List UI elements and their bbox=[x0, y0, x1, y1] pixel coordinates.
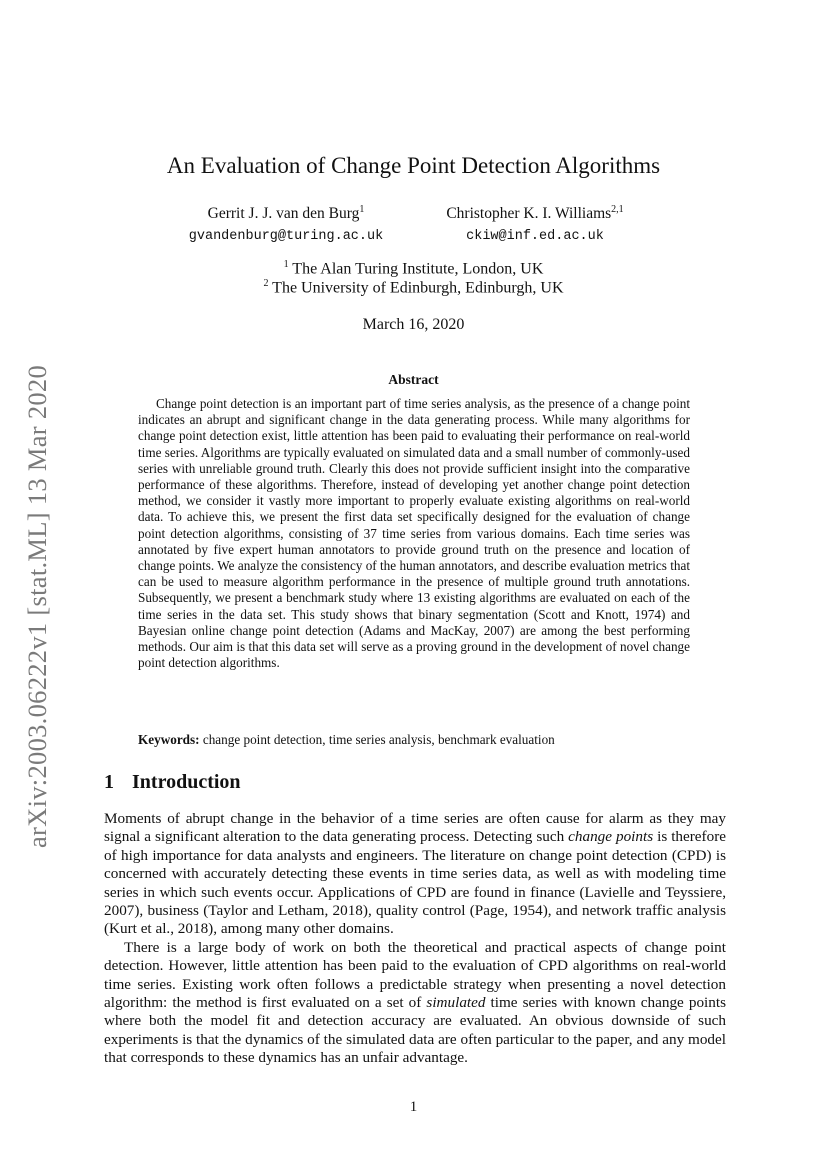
author-2 bbox=[420, 204, 650, 244]
paragraph-2 bbox=[104, 939, 726, 1068]
author-1 bbox=[175, 204, 397, 244]
author-2-email: ckiw@inf.ed.ac.uk bbox=[466, 229, 604, 245]
affiliation-2-sup: 2 bbox=[263, 278, 269, 289]
paragraph-2-emphasis: simulated bbox=[426, 994, 486, 1012]
affiliation-2-text: The University of Edinburgh, Edinburgh, UK bbox=[268, 279, 564, 297]
section-heading bbox=[104, 771, 241, 794]
body-text bbox=[104, 810, 726, 1068]
author-1-sup: 1 bbox=[359, 204, 365, 215]
arxiv-stamp-text: arXiv:2003.06222v1 [stat.ML] 13 Mar 2020 bbox=[22, 364, 53, 848]
keywords-text: change point detection, time series analysis, benchmark evaluation bbox=[199, 732, 555, 747]
author-1-email: gvandenburg@turing.ac.uk bbox=[188, 229, 384, 245]
abstract-heading: Abstract bbox=[388, 372, 439, 387]
abstract-text: Change point detection is an important part of time series analysis, as the presence of a change point indicates an abrupt and significant change in the data generating process. While many algorithms for change point detection exist, little attention has been paid to evaluating their performance on real-world time series. Algorithms are typically evaluated on simulated data and a small number of commonly-used series with unreliable ground truth. Clearly this does not provide sufficient insight into the comparative performance of these algorithms. Therefore, instead of developing yet another change point detection method, we consider it vastly more important to properly evaluate existing algorithms on real-world data. To achieve this, we present the first data set specifically designed for the evaluation of change point detection algorithms, consisting of 37 time series from various domains. Each time series was annotated by five expert human annotators to provide ground truth on the presence and location of change points. We analyze the consistency of the human annotators, and describe evaluation metrics that can be used to measure algorithm performance in the presence of multiple ground truth annotations. Subsequently, we present a benchmark study where 13 existing algorithms are evaluated on each of the time series in the data set. This study shows that binary segmentation (Scott and Knott, 1974) and Bayesian online change point detection (Adams and MacKay, 2007) are among the best performing methods. Our aim is that this data set will serve as a proving ground in the development of novel change point detection algorithms. bbox=[138, 396, 690, 671]
affiliation-1-text: The Alan Turing Institute, London, UK bbox=[288, 260, 544, 278]
section-number: 1 bbox=[104, 771, 114, 793]
paragraph-1-emphasis: change points bbox=[568, 828, 654, 846]
arxiv-stamp bbox=[17, 350, 59, 862]
author-2-name: Christopher K. I. Williams bbox=[446, 205, 612, 223]
paragraph-1-start: Moments of abrupt change in the behavior of a time series are often cause for alarm as they may signal a significant alteration to the data generating process. Detecting such bbox=[104, 810, 726, 846]
page-number: 1 bbox=[409, 1099, 418, 1115]
paper-title: An Evaluation of Change Point Detection Algorithms bbox=[166, 153, 661, 178]
paragraph-2-end: time series with known change points where both the model fit and detection accuracy are evaluated. An obvious downside of such experiments is that the dynamics of the simulated data are often particular to the paper, and any model that corresponds to these dynamics has an unfair advantage. bbox=[104, 994, 726, 1067]
section-title: Introduction bbox=[132, 771, 241, 793]
paragraph-1 bbox=[104, 810, 726, 939]
paper-date: March 16, 2020 bbox=[362, 316, 465, 333]
keywords bbox=[138, 732, 698, 748]
author-1-name: Gerrit J. J. van den Burg bbox=[207, 205, 360, 223]
affiliation-1-sup: 1 bbox=[283, 259, 289, 270]
affiliation-1 bbox=[0, 259, 827, 278]
paragraph-1-end: is therefore of high importance for data analysts and engineers. The literature on change point detection (CPD) is concerned with accurately detecting these events in time series data, as well as with modeling time series in which such events occur. Applications of CPD are found in finance (Lavielle and Teyssiere, 2007), business (Taylor and Letham, 2018), quality control (Page, 1954), and network traffic analysis (Kurt et al., 2018), among many other domains. bbox=[104, 828, 727, 938]
affiliation-2 bbox=[0, 278, 827, 297]
keywords-label: Keywords: bbox=[138, 732, 200, 747]
author-2-sup: 2,1 bbox=[611, 204, 624, 215]
paragraph-2-start: There is a large body of work on both the theoretical and practical aspects of change point detection. However, little attention has been paid to the evaluation of CPD algorithms on real-world time series. Existing work often follows a predictable strategy when presenting a novel detection algorithm: the method is first evaluated on a set of bbox=[104, 938, 726, 1012]
